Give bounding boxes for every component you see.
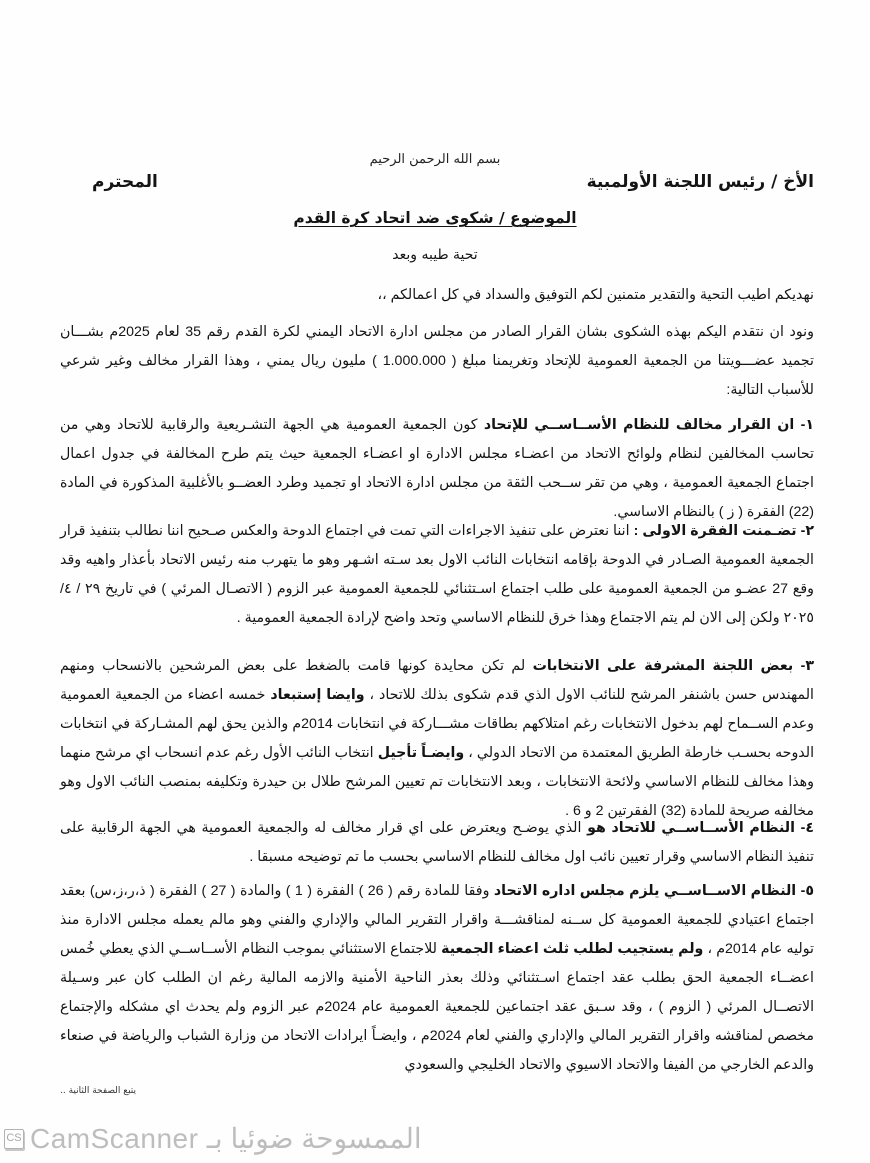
watermark-arabic-text: الممسوحة ضوئيا بـ — [206, 1123, 422, 1154]
camscanner-watermark — [4, 1122, 422, 1155]
point-3-body: لم تكن محايدة كونها قامت بالضغط على بعض المرشحين بالانسحاب ومنهم المهندس حسن باشنفر المرشح للنائب الاول الذي قدم شكوى بذلك للاتحاد ، — [60, 658, 814, 703]
greeting-line: تحية طيبه وبعد — [392, 247, 478, 263]
point-3-emphasis-postpone: وايضـاً تأجيل — [377, 745, 465, 761]
point-5-number: ٥- — [800, 883, 815, 899]
point-5-body: وفقا للمادة رقم ( 26 ) الفقرة ( 1 ) والمادة ( 27 ) الفقرة ( ذ،ر،ز،س) بعقد اجتماع اعتيادي للجمعية العمومية كل ســنه لمناقشـــة واقرار التقرير المالي والإداري والفني وهو مالم يعمله مجلس الادارة منذ توليه عام 2014م ، — [60, 883, 814, 957]
point-2-heading: تضـمنت الفقرة الاولى : — [633, 523, 797, 539]
point-4-number: ٤- — [800, 820, 815, 836]
point-4-heading: النظام الأســاســي للاتحاد هو — [587, 820, 795, 836]
point-5-body-2: للاجتماع الاستثنائي بموجب النظام الأســاســي الذي يعطي خُمس اعضــاء الجمعية الحق بطلب عقد اجتماع اسـتثنائي وذلك بعذر الناحية الأمنية والازمه المالية رغم ان الطلب كان عبر وسـيلة الاتصــال المرئي ( الزوم ) ، وقد سـبق عقد اجتماعين للجمعية العمومية عام 2024م عبر الزوم ولم يحدث اي مشكله والإجتماع مخصص لمناقشه واقرار التقرير المالي والإداري والفني لعام 2024م ، وايضـاً ايرادات الاتحاد من وزارة الشباب والرياضة في صنعاء والدعم الخارجي من الفيفا والاتحاد الاسيوي والاتحاد الخليجي والسعودي — [60, 941, 815, 1073]
point-4-body: الذي يوضـح ويعترض على اي قرار مخالف له والجمعية العمومية هي الجهة الرقابية على تنفيذ النظام الاساسي وقرار تعيين نائب اول مخالف للنظام الاساسي بحسب ما تم توضيحه مسبقا . — [60, 820, 814, 865]
opening-paragraph: ونود ان نتقدم اليكم بهذه الشكوى بشان القرار الصادر من مجلس ادارة الاتحاد اليمني لكرة القدم رقم 35 لعام 2025م بشـــان تجميد عضـــويتنا من الجمعية العمومية للإتحاد وتغريمنا مبلغ ( 1.000.000 ) مليون ريال يمني ، وهذا القرار مخالف وغير شرعي للأسباب التالية: — [60, 324, 814, 398]
point-1-number: ١- — [800, 417, 814, 433]
point-3-heading: بعض اللجنة المشرفة على الانتخابات — [532, 658, 794, 674]
addressee-line — [92, 172, 814, 192]
basmala-header: بسم الله الرحمن الرحيم — [369, 152, 501, 167]
point-5-heading: النظام الاســاســي يلزم مجلس اداره الاتحاد — [493, 883, 797, 899]
letter-subject: الموضوع / شكوى ضد اتحاد كرة القدم — [293, 209, 577, 227]
point-5 — [60, 877, 814, 1080]
point-2-number: ٢- — [800, 523, 814, 539]
continuation-note: يتبع الصفحة الثانية .. — [60, 1086, 137, 1096]
watermark-text — [30, 1122, 422, 1155]
point-2-body: اننا نعترض على تنفيذ الاجراءات التي تمت في اجتماع الدوحة والعكس صـحيح اننا نطالب بتنفيذ قرار الجمعية العمومية الصـادر في الدوحة بإقامه انتخابات النائب الاول بعد سـته اشـهر وهو ما يتهرب منه رئيس الاتحاد بأعذار واهيه وقد وقع 27 عضـو من الجمعية العمومية على طلب اجتماع اسـتثنائي للجمعية العمومية عبر الزوم ( الاتصـال المرئي ) في تاريخ ٢٩ / ٤/ ٢٠٢٥ ولكن إلى الان لم يتم الاجتماع وهذا خرق للنظام الاساسي وتحد واضح لإرادة الجمعية العمومية . — [60, 523, 814, 626]
point-3-body-3: انتخاب النائب الأول رغم عدم انسحاب اي مرشح منهما وهذا مخالف للنظام الاساسي ولائحة الانتخابات ، وبعد الانتخابات تم تعيين المرشح طلال بن حيدرة وتكليفه بمنصب النائب الاول وهو مخالفه صريحة للمادة (32) الفقرتين 2 و 6 . — [60, 745, 814, 819]
watermark-app-name: CamScanner — [30, 1123, 199, 1154]
point-1-heading: ان القرار مخالف للنظام الأســاســي للإتحاد — [483, 417, 795, 433]
intro-line: نهديكم اطيب التحية والتقدير متمنين لكم التوفيق والسداد في كل اعمالكم ،، — [377, 287, 814, 303]
point-1-body: كون الجمعية العمومية هي الجهة التشـريعية والرقابية للاتحاد وهي من تحاسب المخالفين لنظام ولوائح الاتحاد من اعضـاء مجلس الادارة او اعضـاء الجمعية حيث يتم طرح المخالفة في جدول اعمال اجتماع الجمعية العمومية ، وهي من تقر ســحب الثقة من مجلس ادارة الاتحاد او تجميد وطرد العضــو بالأغلبية المذكورة في المادة (22) الفقرة ( ز ) بالنظام الاساسي. — [60, 417, 814, 520]
point-2 — [60, 517, 814, 633]
camscanner-logo-icon: CS — [4, 1129, 24, 1149]
addressee-recipient: الأخ / رئيس اللجنة الأولمبية — [586, 172, 814, 192]
point-5-emphasis: ولم يستجيب لطلب ثلث اعضاء الجمعية — [441, 941, 704, 957]
point-4 — [60, 814, 814, 872]
addressee-honorific: المحترم — [92, 172, 158, 192]
point-3-body-2: خمسه اعضاء من الجمعية العمومية وعدم الســماح لهم بدخول الانتخابات رغم امتلاكهم بطاقات مشـــاركة في انتخابات 2014م والذين يحق لهم المشـاركة في انتخابات الدوحه بحسـب خارطة الطريق المعتمدة من الاتحاد الدولي ، — [60, 687, 815, 761]
point-3-emphasis-exclusion: وايضا إستبعاد — [270, 687, 365, 703]
point-1 — [60, 411, 814, 527]
point-3-number: ٣- — [800, 658, 814, 674]
point-3 — [60, 652, 814, 826]
